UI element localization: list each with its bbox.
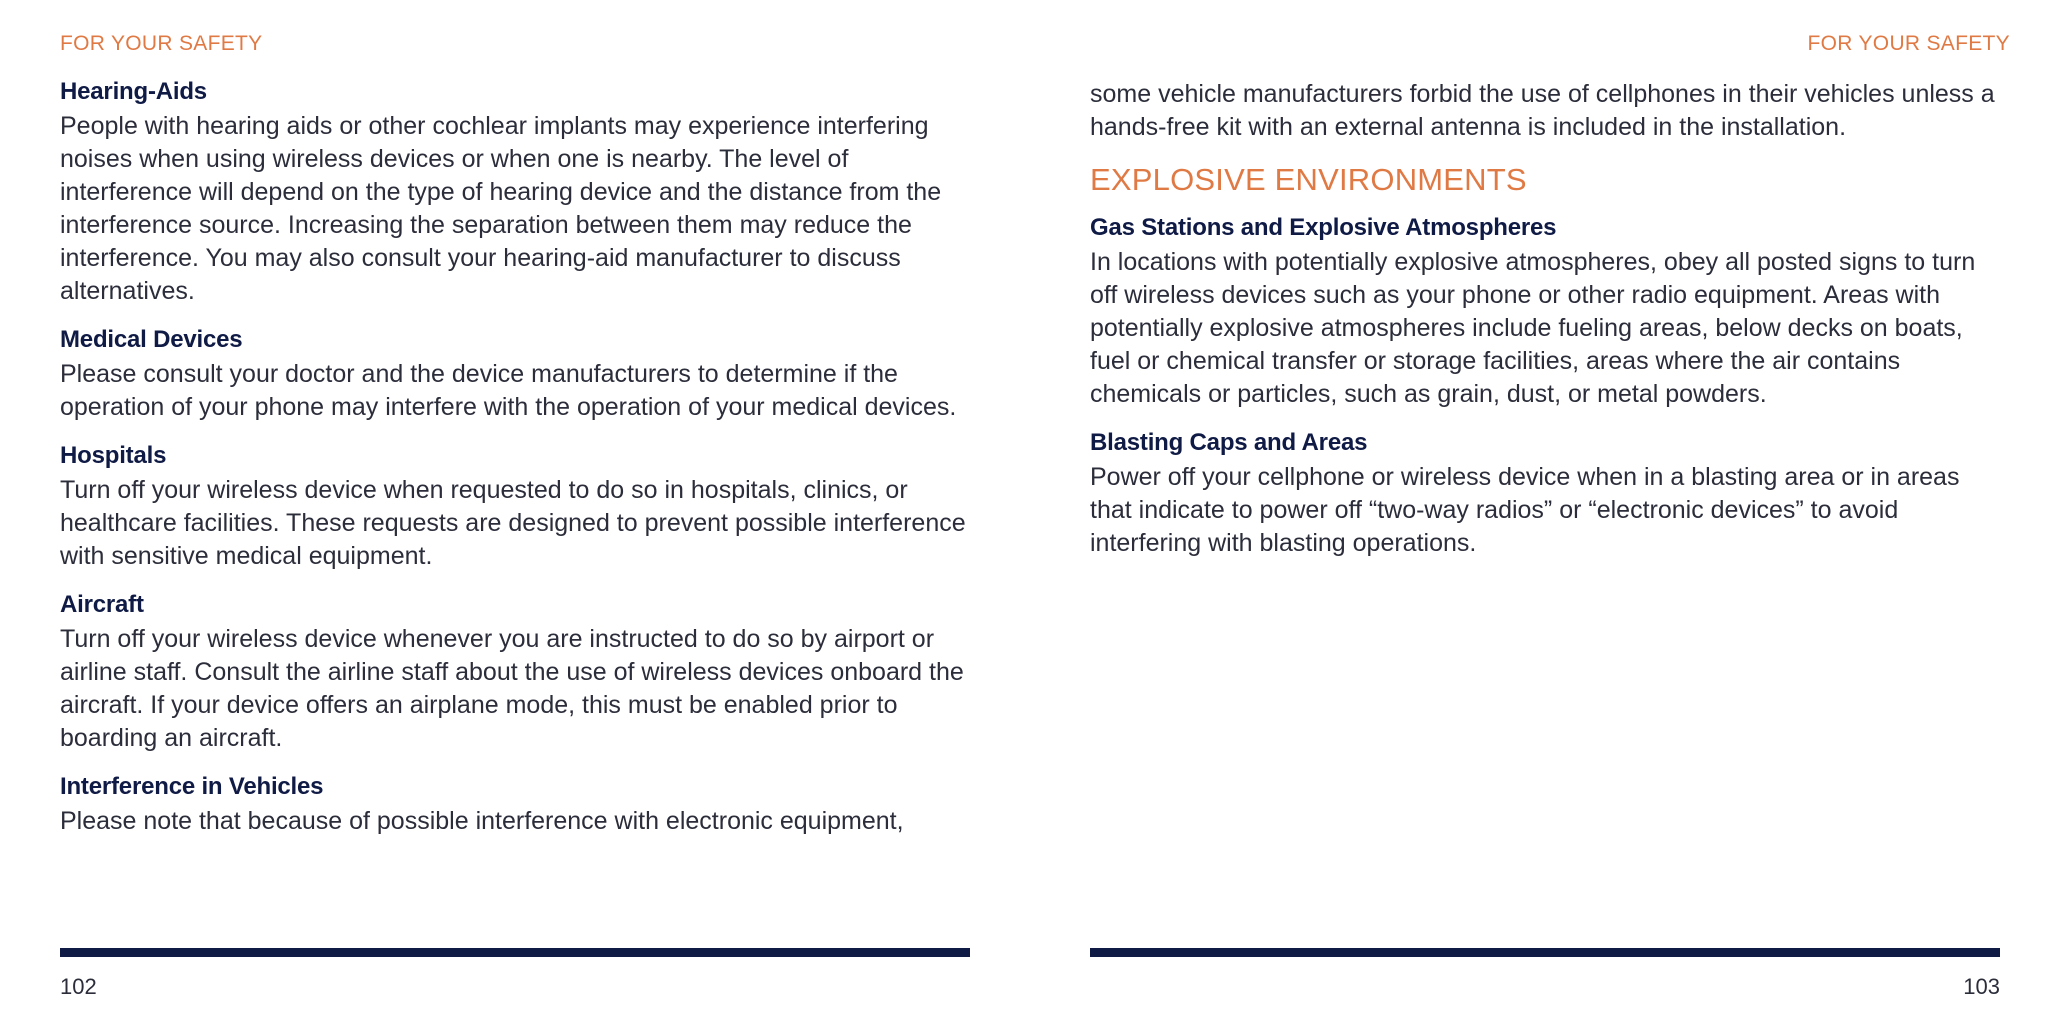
section-medical-devices (60, 326, 970, 424)
right-page (1090, 0, 2010, 1024)
running-head: FOR YOUR SAFETY (60, 32, 263, 55)
section-heading: Interference in Vehicles (60, 773, 324, 800)
footer-rule (1090, 948, 2000, 957)
page-content (60, 78, 970, 856)
section-body: In locations with potentially explosive atmospheres, obey all posted signs to turn off wireless devices such as your phone or other radio equipment. Areas with potentially explosive atmospheres include fueling areas, below decks on boats, fuel or chemical transfer or storage facilities, areas where the air contains chemicals or particles, such as grain, dust, or metal powders. (1090, 248, 1976, 408)
section-heading: Gas Stations and Explosive Atmospheres (1090, 214, 1557, 241)
section-aircraft (60, 591, 970, 755)
page-content (1090, 78, 2000, 578)
section-heading: Hospitals (60, 442, 167, 469)
section-body: Please note that because of possible interference with electronic equipment, (60, 807, 904, 835)
section-interference-in-vehicles (60, 773, 970, 838)
page-number: 102 (60, 974, 97, 999)
section-hospitals (60, 442, 970, 573)
section-gas-stations (1090, 214, 2000, 411)
section-body: Turn off your wireless device when requested to do so in hospitals, clinics, or healthcare facilities. These requests are designed to prevent possible interference with sensitive medical equipment. (60, 476, 966, 570)
page-number: 103 (1963, 974, 2000, 999)
section-body: Power off your cellphone or wireless device when in a blasting area or in areas that indicate to power off “two-way radios” or “electronic devices” to avoid interfering with blasting operations. (1090, 463, 1960, 557)
section-blasting-caps (1090, 429, 2000, 560)
section-heading: Aircraft (60, 591, 144, 618)
section-body: Please consult your doctor and the device manufacturers to determine if the operation of your phone may interfere with the operation of your medical devices. (60, 360, 957, 421)
section-heading: Blasting Caps and Areas (1090, 429, 1368, 456)
chapter-heading: EXPLOSIVE ENVIRONMENTS (1090, 162, 1527, 197)
footer-rule (60, 948, 970, 957)
section-hearing-aids (60, 78, 970, 308)
section-heading: Medical Devices (60, 326, 243, 353)
section-body: People with hearing aids or other cochlear implants may experience interfering noises when using wireless devices or when one is nearby. The level of interference will depend on the type of hearing device and the distance from the interference source. Increasing the separation between them may reduce the interference. You may also consult your hearing-aid manufacturer to discuss alternatives. (60, 112, 942, 305)
section-body: Turn off your wireless device whenever you are instructed to do so by airport or airline staff. Consult the airline staff about the use of wireless devices onboard the aircraft. If your device offers an airplane mode, this must be enabled prior to boarding an aircraft. (60, 625, 964, 752)
running-head: FOR YOUR SAFETY (1807, 32, 2010, 55)
section-heading: Hearing-Aids (60, 78, 207, 105)
continuation-text: some vehicle manufacturers forbid the use of cellphones in their vehicles unless a hands-free kit with an external antenna is included in the installation. (1090, 80, 1995, 141)
left-page (60, 0, 970, 1024)
